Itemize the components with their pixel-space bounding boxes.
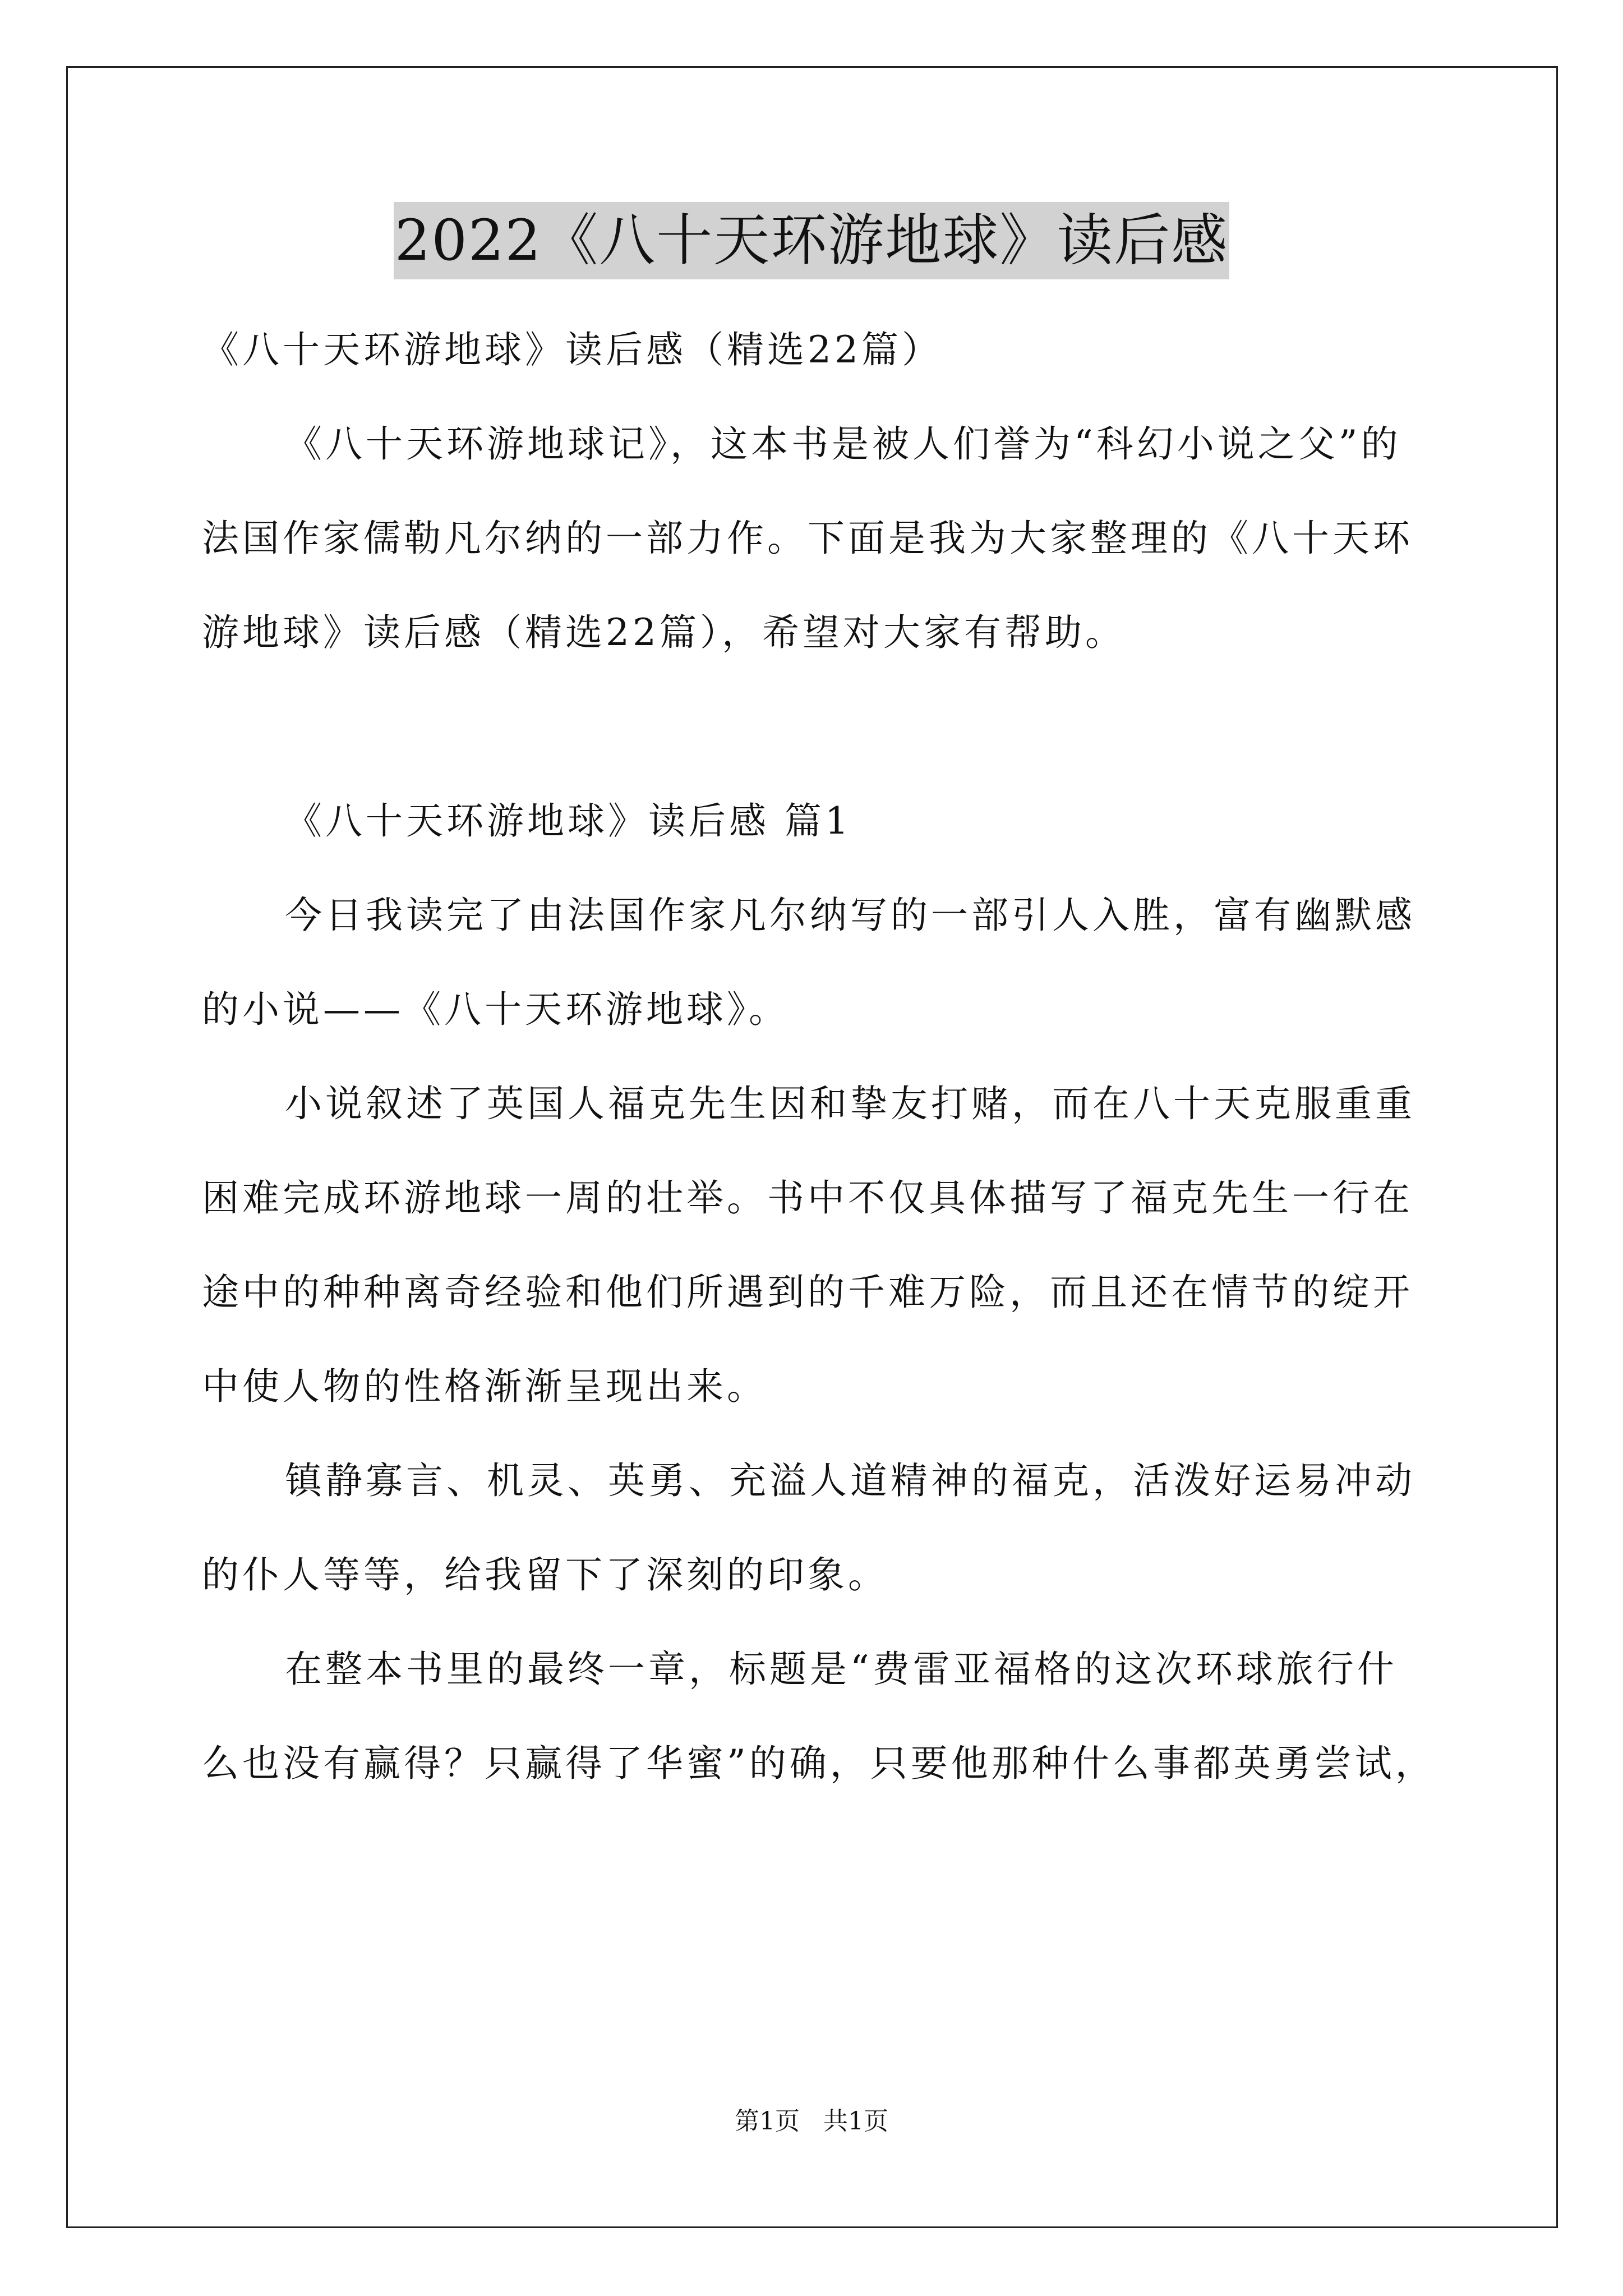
document-title: 2022《八十天环游地球》读后感 (394, 202, 1230, 279)
paragraph-line: 的小说——《八十天环游地球》。 (202, 988, 789, 1031)
paragraph-line: 中使人物的性格渐渐呈现出来。 (202, 1365, 767, 1408)
page-footer (0, 2105, 1623, 2138)
paragraph-line: 困难完成环游地球一周的壮举。书中不仅具体描写了福克先生一行在 (202, 1176, 1413, 1220)
page-total: 共1页 (823, 2107, 888, 2136)
paragraph-line: 镇静寡言、机灵、英勇、充溢人道精神的福克，活泼好运易冲动 (285, 1459, 1415, 1502)
intro-line: 《八十天环游地球记》，这本书是被人们誉为“科幻小说之父”的 (285, 422, 1401, 466)
intro-line: 游地球》读后感（精选22篇），希望对大家有帮助。 (202, 611, 1126, 654)
paragraph-line: 么也没有赢得？只赢得了华蜜”的确，只要他那种什么事都英勇尝试， (202, 1742, 1436, 1785)
paragraph-line: 在整本书里的最终一章，标题是“费雷亚福格的这次环球旅行什 (285, 1648, 1398, 1691)
page-number: 第1页 (735, 2107, 800, 2136)
section-heading: 《八十天环游地球》读后感 篇1 (285, 799, 852, 843)
subtitle: 《八十天环游地球》读后感（精选22篇） (202, 328, 942, 371)
paragraph-line: 今日我读完了由法国作家凡尔纳写的一部引人入胜，富有幽默感 (285, 894, 1415, 937)
paragraph-line: 的仆人等等，给我留下了深刻的印象。 (202, 1553, 888, 1596)
blank-line (202, 680, 1436, 774)
paragraph-line: 小说叙述了英国人福克先生因和挚友打赌，而在八十天克服重重 (285, 1082, 1415, 1125)
title-container (0, 202, 1623, 279)
paragraph-line: 途中的种种离奇经验和他们所遇到的千难万险，而且还在情节的绽开 (202, 1271, 1413, 1314)
intro-line: 法国作家儒勒凡尔纳的一部力作。下面是我为大家整理的《八十天环 (202, 517, 1413, 560)
document-body (202, 303, 1436, 1811)
